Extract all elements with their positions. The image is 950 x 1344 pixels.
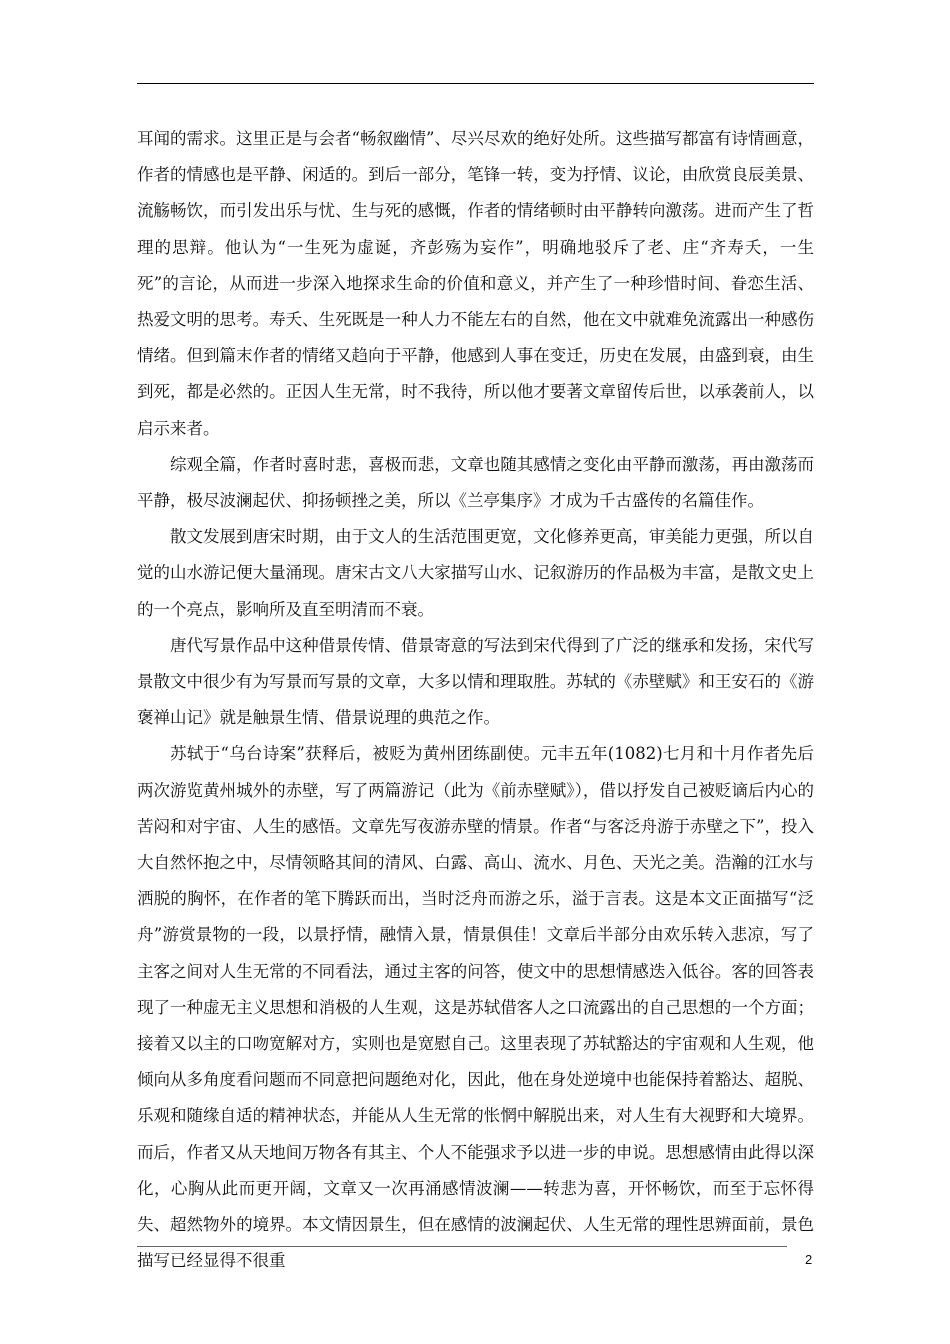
paragraph-3: 散文发展到唐宋时期，由于文人的生活范围更宽，文化修养更高，审美能力更强，所以自觉的山水游记便大量涌现。唐宋古文八大家描写山水、记叙游历的作品极为丰富，是散文史上的一个亮点，影响所及直至明清而不衰。 bbox=[137, 527, 814, 619]
header-rule bbox=[137, 83, 814, 84]
page-number: 2 bbox=[805, 1252, 813, 1267]
document-body bbox=[137, 121, 814, 1280]
paragraph-1: 耳闻的需求。这里正是与会者“畅叙幽情”、尽兴尽欢的绝好处所。这些描写都富有诗情画意，作者的情感也是平静、闲适的。到后一部分，笔锋一转，变为抒情、议论，由欣赏良辰美景、流觞畅饮，而引发出乐与忧、生与死的感慨，作者的情绪顿时由平静转向激荡。进而产生了哲理的思辩。他认为“一生死为虚诞，齐彭殇为妄作”，明确地驳斥了老、庄“齐寿夭，一生死”的言论，从而进一步深入地探求生命的价值和意义，并产生了一种珍惜时间、眷恋生活、热爱文明的思考。寿夭、生死既是一种人力不能左右的自然，他在文中就难免流露出一种感伤情绪。但到篇末作者的情绪又趋向于平静，他感到人事在变迁，历史在发展，由盛到衰，由生到死，都是必然的。正因人生无常，时不我待，所以他才要著文章留传后世，以承袭前人，以启示来者。 bbox=[137, 129, 814, 438]
footer-rule bbox=[137, 1246, 787, 1247]
paragraph-2: 综观全篇，作者时喜时悲，喜极而悲，文章也随其感情之变化由平静而激荡，再由激荡而平静，极尽波澜起伏、抑扬顿挫之美，所以《兰亭集序》才成为千古盛传的名篇佳作。 bbox=[137, 454, 814, 511]
paragraph-5: 苏轼于“乌台诗案”获释后，被贬为黄州团练副使。元丰五年(1082)七月和十月作者先后两次游览黄州城外的赤壁，写了两篇游记（此为《前赤壁赋》），借以抒发自己被贬谪后内心的苦闷和对宇宙、人生的感悟。文章先写夜游赤壁的情景。作者“与客泛舟游于赤壁之下”，投入大自然怀抱之中，尽情领略其间的清风、白露、高山、流水、月色、天光之美。浩瀚的江水与洒脱的胸怀，在作者的笔下腾跃而出，当时泛舟而游之乐，溢于言表。这是本文正面描写“泛舟”游赏景物的一段，以景抒情，融情入景，情景俱佳！文章后半部分由欢乐转入悲凉，写了主客之间对人生无常的不同看法，通过主客的问答，使文中的思想情感迭入低谷。客的回答表现了一种虚无主义思想和消极的人生观，这是苏轼借客人之口流露出的自己思想的一个方面；接着又以主的口吻宽解对方，实则也是宽慰自己。这里表现了苏轼豁达的宇宙观和人生观，他倾向从多角度看问题而不同意把问题绝对化，因此，他在身处逆境中也能保持着豁达、超脱、乐观和随缘自适的精神状态，并能从人生无常的怅惘中解脱出来，对人生有大视野和大境界。而后，作者又从天地间万物各有其主、个人不能强求予以进一步的申说。思想感情由此得以深化，心胸从此而更开阔，文章又一次再涌感情波澜——转悲为喜，开怀畅饮，而至于忘怀得失、超然物外的境界。本文情因景生，但在感情的波澜起伏、人生无常的理性思辨面前，景色描写已经显得不很重 bbox=[137, 744, 814, 1271]
paragraph-4: 唐代写景作品中这种借景传情、借景寄意的写法到宋代得到了广泛的继承和发扬，宋代写景散文中很少有为写景而写景的文章，大多以情和理取胜。苏轼的《赤壁赋》和王安石的《游褒禅山记》就是触景生情、借景说理的典范之作。 bbox=[137, 635, 814, 728]
